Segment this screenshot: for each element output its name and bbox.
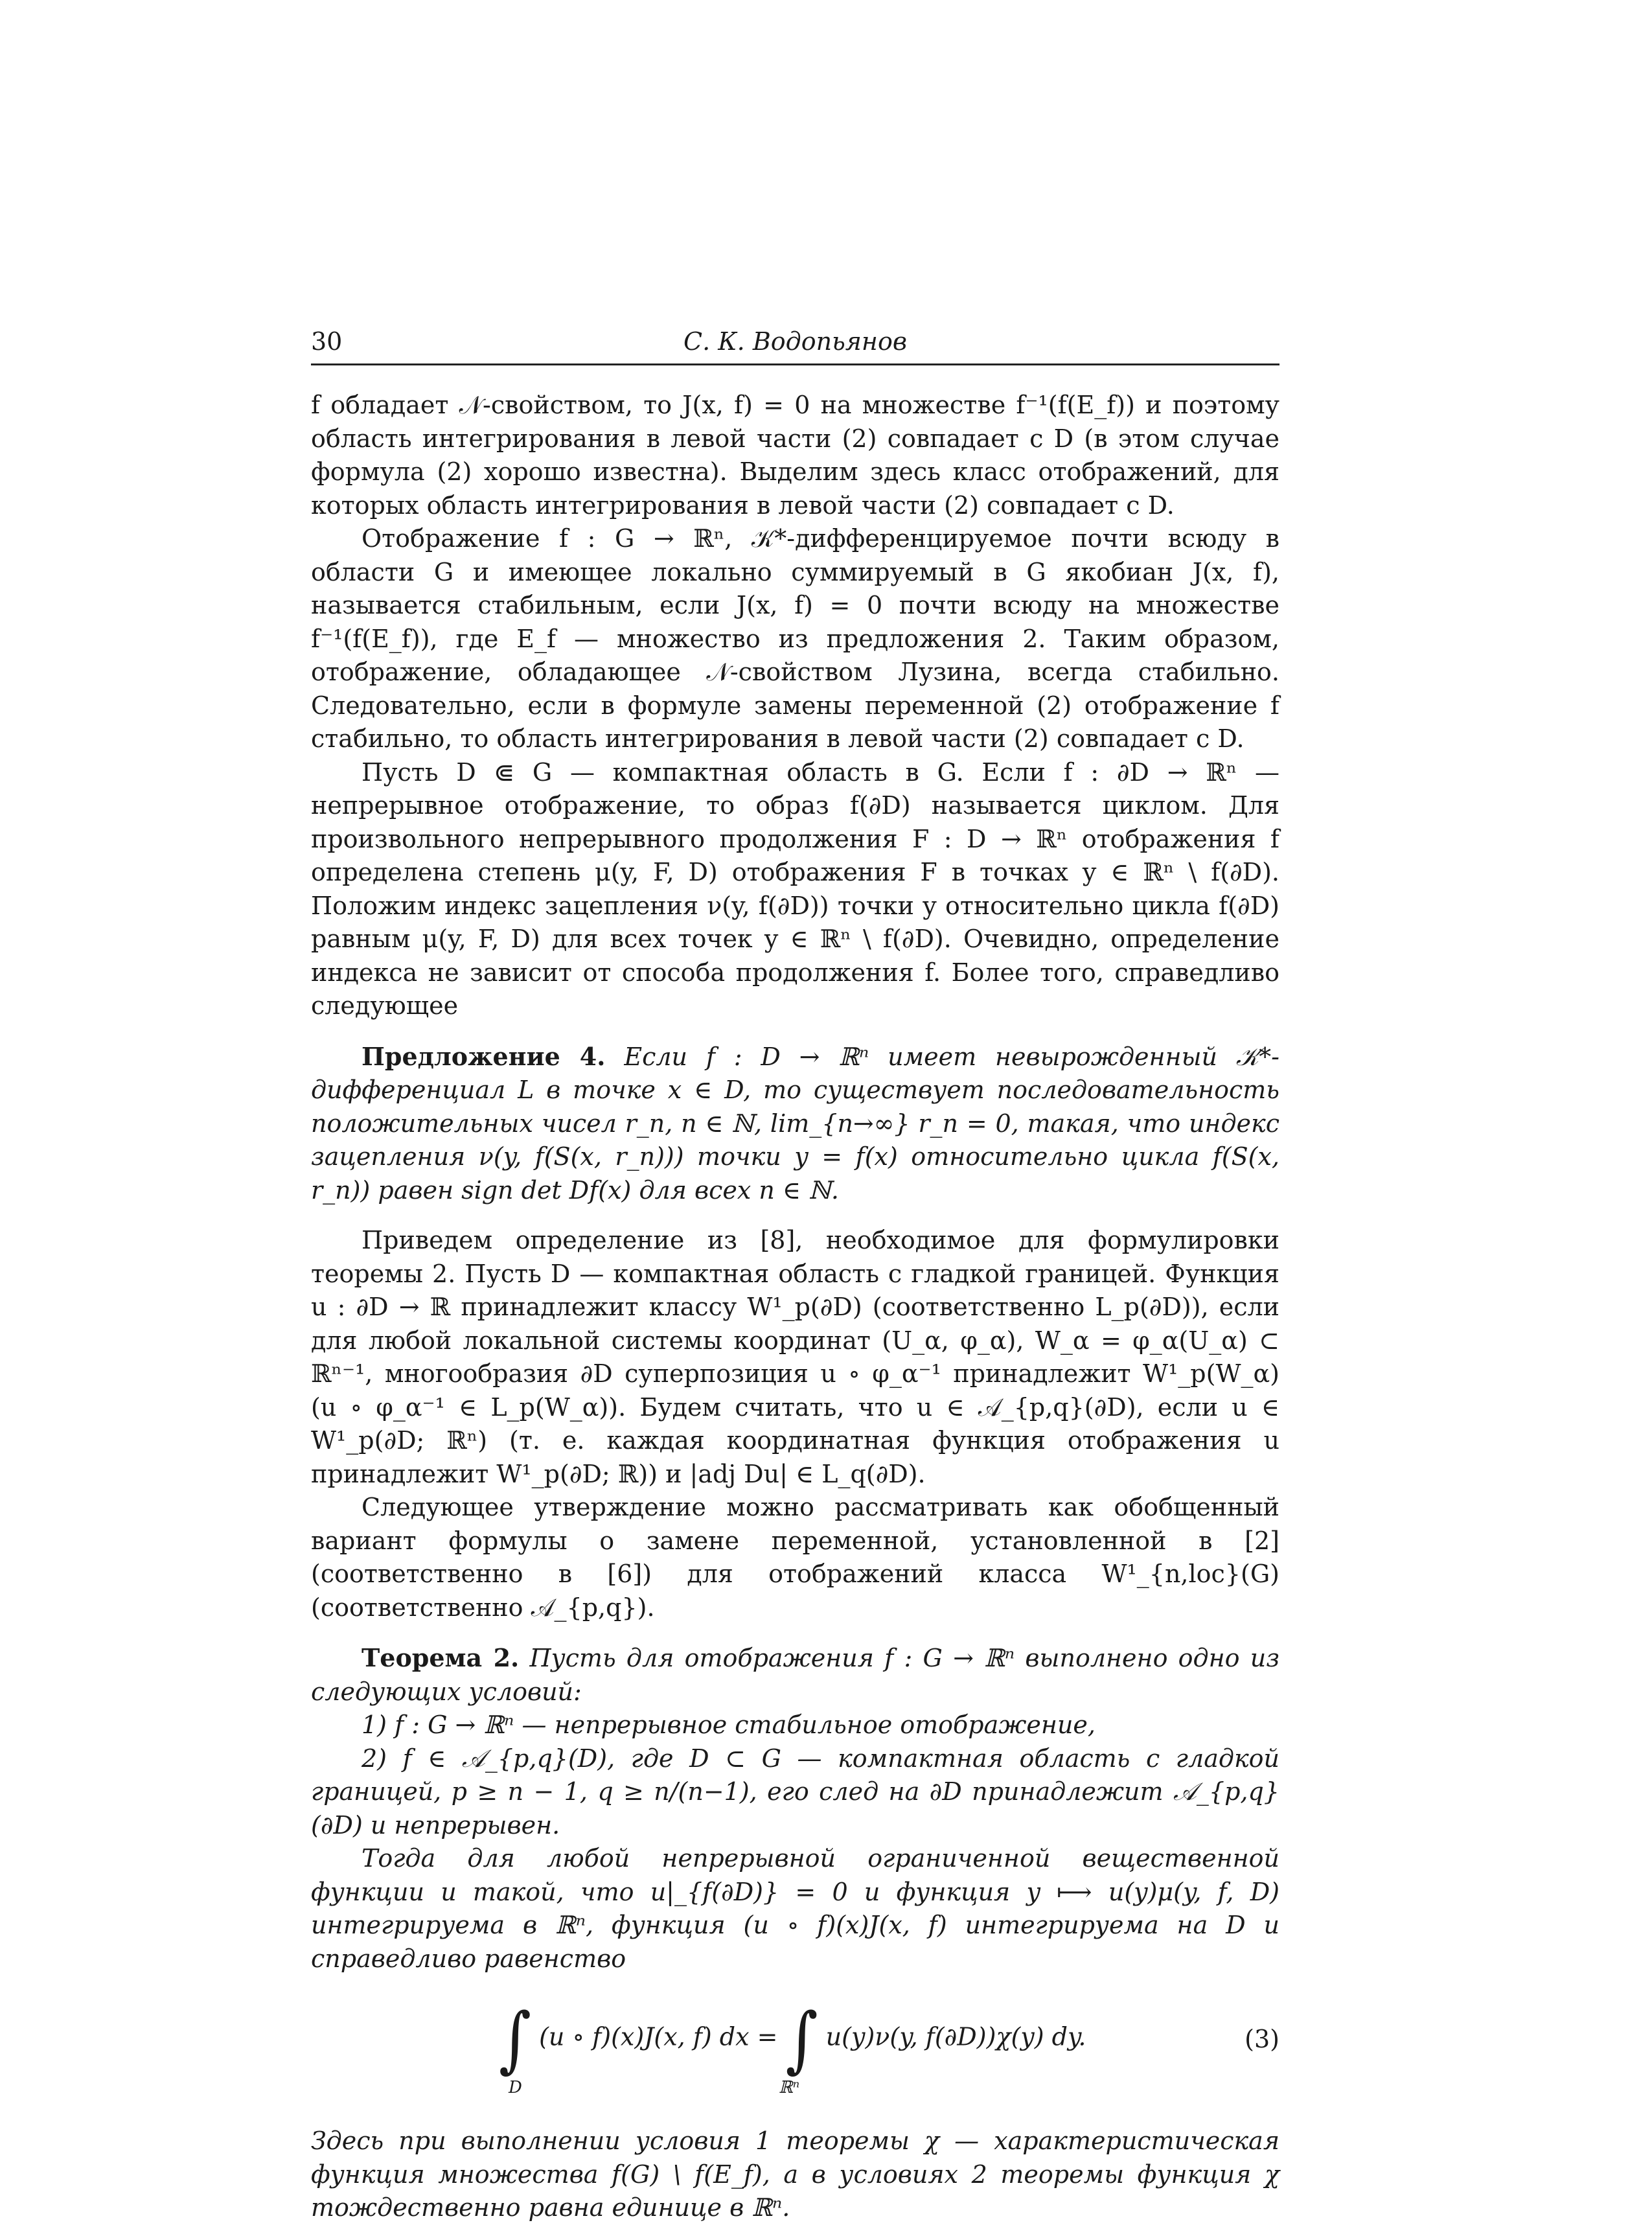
proposition-4 bbox=[311, 1040, 1279, 1208]
formula-expression bbox=[499, 1997, 1086, 2081]
theorem-intro: Пусть для отображения f : G → ℝⁿ выполнено одно из следующих условий: bbox=[311, 1644, 1279, 1706]
theorem-condition-1: 1) f : G → ℝⁿ — непрерывное стабильное отображение, bbox=[361, 1711, 1096, 1739]
page-number: 30 bbox=[311, 327, 343, 356]
theorem-2 bbox=[311, 1641, 1279, 1709]
theorem-condition-2: 2) f ∈ 𝒜_{p,q}(D), где D ⊂ G — компактная область с гладкой границей, p ≥ n − 1, q ≥ n/(n−1), его след на ∂D принадлежит 𝒜_{p,q}(∂D) и непрерывен. bbox=[311, 1744, 1279, 1839]
formula-rhs: u(y)ν(y, f(∂D))χ(y) dy. bbox=[825, 2022, 1086, 2051]
page-body bbox=[311, 389, 1279, 2225]
paragraph-5: Следующее утверждение можно рассматривать как обобщенный вариант формулы о замене переменной, установленной в [2] (соответственно в [6]) для отображений класса W¹_{n,loc}(G) (соответственно 𝒜_{p,q}). bbox=[311, 1493, 1279, 1622]
formula-rhs-domain: ℝⁿ bbox=[779, 2078, 800, 2097]
integral-sign-left: ∫ bbox=[499, 1997, 532, 2081]
running-head bbox=[311, 327, 1279, 365]
formula-lhs-domain: D bbox=[509, 2078, 522, 2097]
paragraph-3: Пусть D ⋐ G — компактная область в G. Если f : ∂D → ℝⁿ — непрерывное отображение, то образ f(∂D) называется циклом. Для произвольного непрерывного продолжения F : D → ℝⁿ отображения f определена степень μ(y, F, D) отображения F в точках y ∈ ℝⁿ \ f(∂D). Положим индекс зацепления ν(y, f(∂D)) точки y относительно цикла f(∂D) равным μ(y, F, D) для всех точек y ∈ ℝⁿ \ f(∂D). Очевидно, определение индекса не зависит от способа продолжения f. Более того, справедливо следующее bbox=[311, 757, 1279, 1020]
spacer bbox=[311, 1207, 1279, 1224]
formula-lhs: (u ∘ f)(x)J(x, f) dx = bbox=[539, 2022, 778, 2051]
integral-sign-right: ∫ bbox=[785, 1997, 818, 2081]
display-formula bbox=[311, 1987, 1279, 2110]
theorem-conclusion: Тогда для любой непрерывной ограниченной вещественной функции u такой, что u|_{f(∂D)} = 0 и функция y ⟼ u(y)μ(y, f, D) интегрируема в ℝⁿ, функция (u ∘ f)(x)J(x, f) интегрируема на D и справедливо равенство bbox=[311, 1844, 1279, 1973]
running-head-author: С. К. Водопьянов bbox=[683, 327, 907, 356]
theorem-label: Теорема 2. bbox=[361, 1643, 520, 1672]
paragraph-1: f обладает 𝒩-свойством, то J(x, f) = 0 на множестве f⁻¹(f(E_f)) и поэтому область интегрирования в левой части (2) совпадает с D (в этом случае формула (2) хорошо известна). Выделим здесь класс отображений, для которых область интегрирования в левой части (2) совпадает с D. bbox=[311, 391, 1279, 520]
paragraph-4: Приведем определение из [8], необходимое для формулировки теоремы 2. Пусть D — компактная область с гладкой границей. Функция u : ∂D → ℝ принадлежит классу W¹_p(∂D) (соответственно L_p(∂D)), если для любой локальной системы координат (U_α, φ_α), W_α = φ_α(U_α) ⊂ ℝⁿ⁻¹, многообразия ∂D суперпозиция u ∘ φ_α⁻¹ принадлежит W¹_p(W_α) (u ∘ φ_α⁻¹ ∈ L_p(W_α)). Будем считать, что u ∈ 𝒜_{p,q}(∂D), если u ∈ W¹_p(∂D; ℝⁿ) (т. е. каждая координатная функция отображения u принадлежит W¹_p(∂D; ℝ)) и |adj Du| ∈ L_q(∂D). bbox=[311, 1226, 1279, 1488]
proposition-label: Предложение 4. bbox=[361, 1041, 606, 1071]
spacer bbox=[311, 1624, 1279, 1641]
formula-number: (3) bbox=[1245, 2025, 1279, 2053]
spacer bbox=[311, 1023, 1279, 1040]
closing-paragraph: Здесь при выполнении условия 1 теоремы χ — характеристическая функция множества f(G) \ f(E_f), а в условиях 2 теоремы функция χ тождественно равна единице в ℝⁿ. bbox=[311, 2127, 1279, 2222]
proposition-text: Если f : D → ℝⁿ имеет невырожденный 𝒦*-дифференциал L в точке x ∈ D, то существует последовательность положительных чисел r_n, n ∈ ℕ, lim_{n→∞} r_n = 0, такая, что индекс зацепления ν(y, f(S(x, r_n))) точки y = f(x) относительно цикла f(S(x, r_n)) равен sign det Df(x) для всех n ∈ ℕ. bbox=[311, 1042, 1279, 1205]
paragraph-2: Отображение f : G → ℝⁿ, 𝒦*-дифференцируемое почти всюду в области G и имеющее локально суммируемый в G якобиан J(x, f), называется стабильным, если J(x, f) = 0 почти всюду на множестве f⁻¹(f(E_f)), где E_f — множество из предложения 2. Таким образом, отображение, обладающее 𝒩-свойством Лузина, всегда стабильно. Следовательно, если в формуле замены переменной (2) отображение f стабильно, то область интегрирования в левой части (2) совпадает с D. bbox=[311, 524, 1279, 753]
